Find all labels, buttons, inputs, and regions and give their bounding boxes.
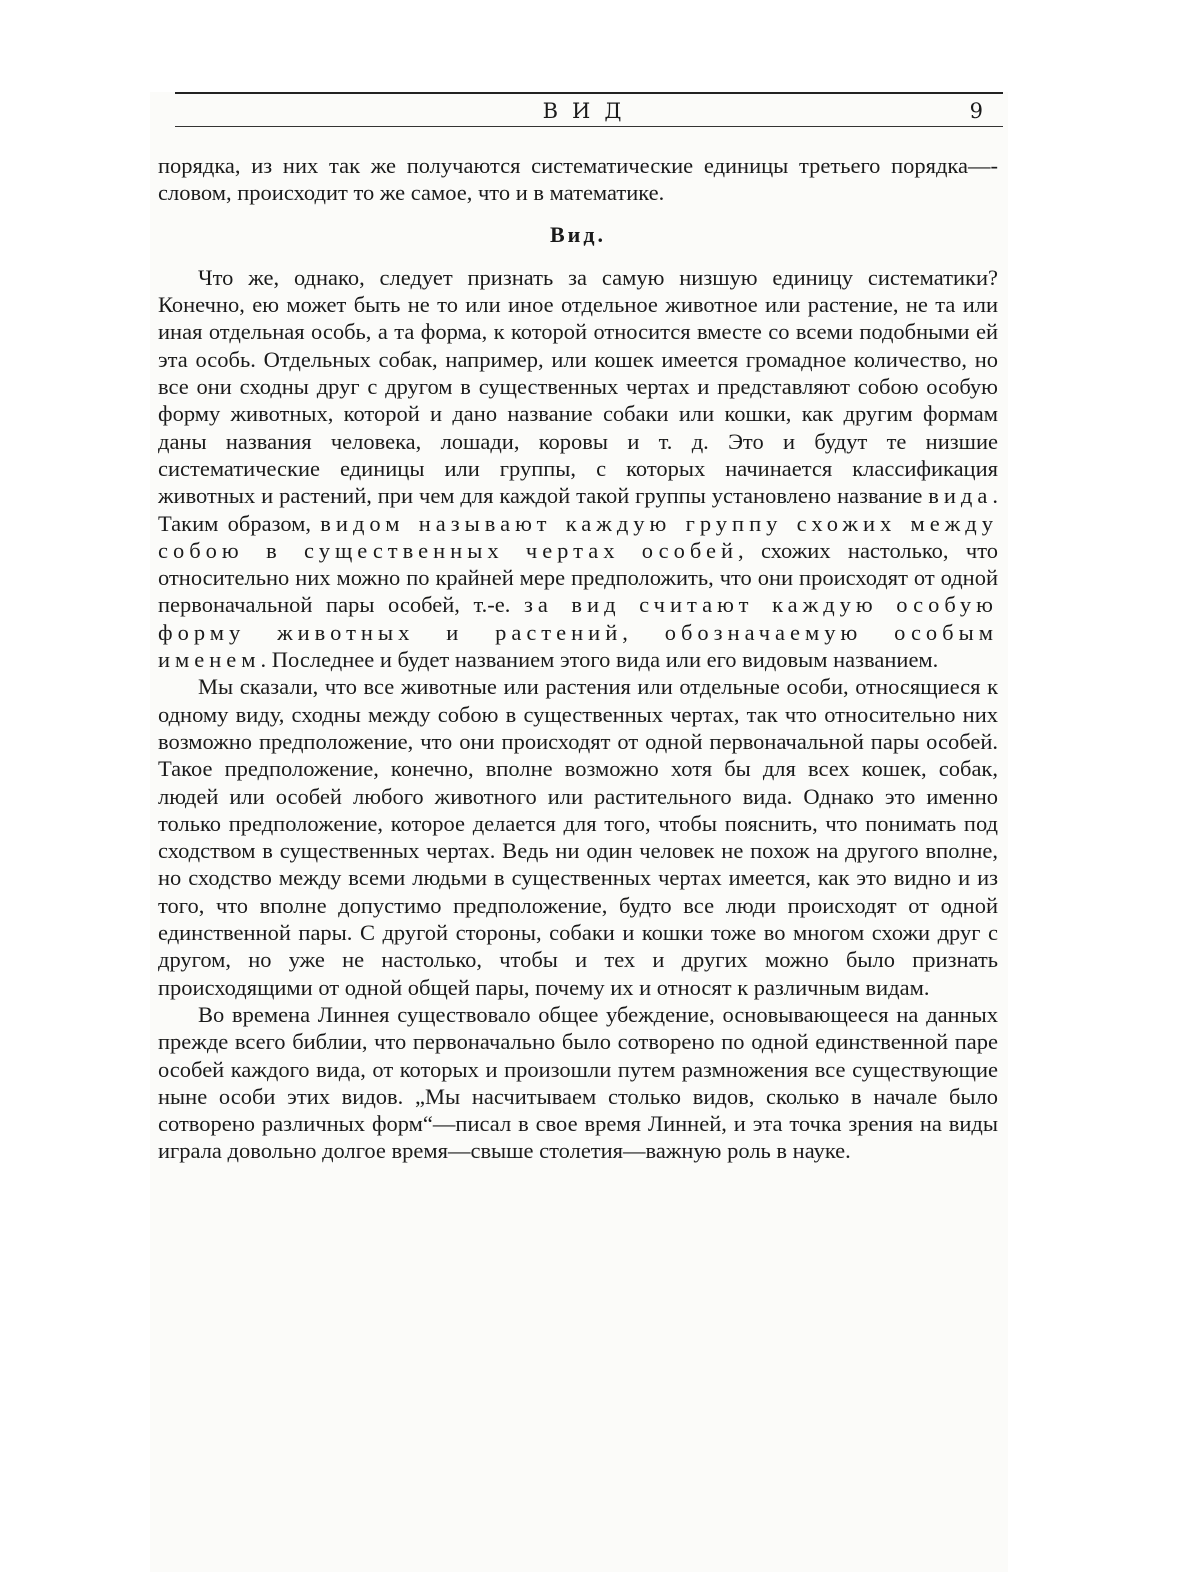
running-title: ВИД: [542, 99, 636, 123]
running-head: [175, 98, 1003, 126]
paragraph-linnaeus: Во времена Линнея существовало общее убеждение, основывающееся на данных прежде всего библии, что первоначально было сотворено по одной единственной паре особей каждого вида, от которых и произошли путем размножения все существующие ныне особи этих видов. „Мы насчитываем столько видов, сколько в начале было сотворено различных форм“—писал в свое время Линней, и эта точка зрения на виды играла довольно долгое время—свыше столетия—важную роль в науке.: [158, 1001, 998, 1164]
paragraph-definition: [158, 264, 998, 673]
definition-emphasis-2: за вид считают каждую особую форму животных и растений, обозначаемую особым именем: [158, 592, 998, 673]
para1-text-e: , схожих настолько, что относительно них можно по крайней мере предположить, что они происходят от одной первоначальной пары особей, т.-е.: [158, 537, 998, 618]
continuation-paragraph: порядка, из них так же получаются систематические единицы третьего порядка—-словом, происходит то же самое, что и в математике.: [158, 153, 998, 206]
term-vida: вида: [928, 483, 993, 509]
body-text: [158, 152, 998, 1165]
definition-emphasis-1: видом называют каждую группу схожих между собою в существенных чертах особей: [158, 510, 998, 563]
section-heading: Вид.: [550, 221, 606, 247]
page-number: 9: [969, 99, 983, 123]
header-bottom-rule: [175, 126, 1003, 127]
header-top-rule: [175, 92, 1003, 94]
paragraph-similarity: Мы сказали, что все животные или растения или отдельные особи, относящиеся к одному виду, сходны между собою в существенных чертах, так что относительно них возможно предположение, что они происходят от одной первоначальной пары особей. Такое предположение, конечно, вполне возможно хотя бы для всех кошек, собак, людей или особей любого животного или растительного вида. Однако это именно только предположение, которое делается для того, чтобы пояснить, что понимать под сходством в существенных чертах. Ведь ни один человек не похож на другого вполне, но сходство между всеми людьми в существенных чертах имеется, как это видно и из того, что вполне допустимо предположение, будто все люди происходят от одной единственной пары. С другой стороны, собаки и кошки тоже во многом схожи друг с другом, но уже не настолько, чтобы и тех и других можно было признать происходящими от одной общей пары, почему их и относят к различным видам.: [158, 674, 998, 1000]
para1-text-c: . Таким образом,: [158, 483, 998, 536]
para1-text-a: Что же, однако, следует признать за самую низшую единицу систематики? Конечно, ею может быть не то или иное отдельное животное или растение, не та или иная отдельная особь, а та форма, к которой относится вместе со всеми подобными ей эта особь. Отдельных собак, например, или кошек имеется громадное количество, но все они сходны друг с другом в существенных чертах и представляют собою особую форму животных, которой и дано название собаки или кошки, как другим формам даны названия человека, лошади, коровы и т. д. Это и будут те низшие систематические единицы или группы, с которых начинается классификация животных и растений, при чем для каждой такой группы установлено название: [158, 264, 998, 509]
para1-text-g: . Последнее и будет названием этого вида или его видовым названием.: [260, 647, 939, 673]
